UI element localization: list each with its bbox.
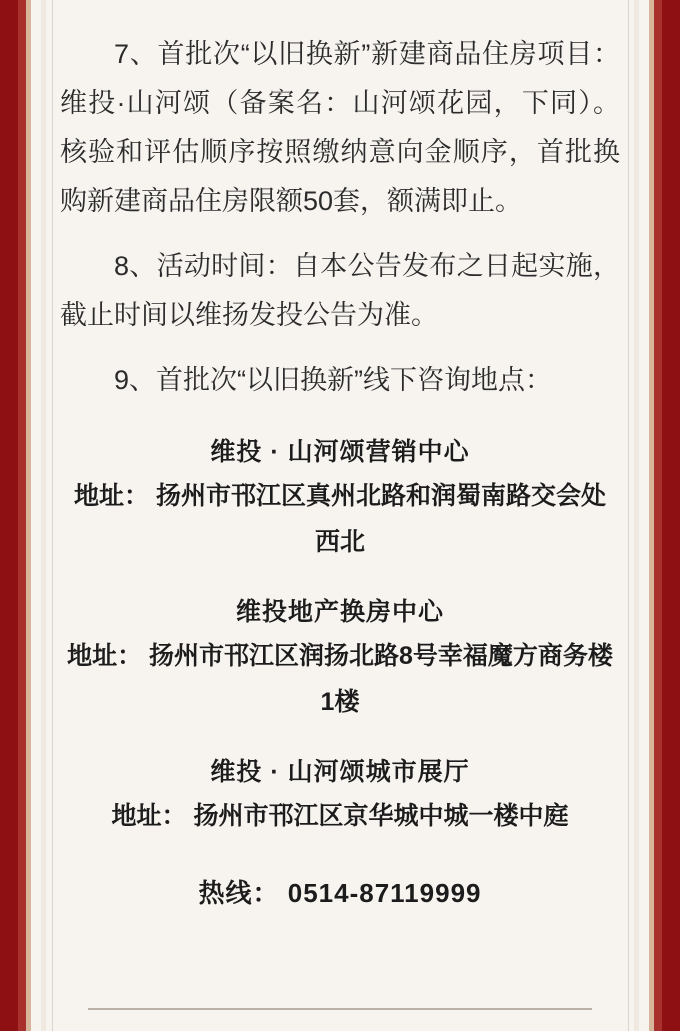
paragraph-item-7: 7、首批次“以旧换新”新建商品住房项目：维投·山河颂（备案名：山河颂花园，下同）。核验和评估顺序按照缴纳意向金顺序，首批换购新建商品住房限额50套，额满即止。 <box>60 39 620 216</box>
location-name: 维投地产换房中心 <box>235 598 444 626</box>
hotline-text: 热线： 0514-87119999 <box>198 878 482 908</box>
location-name: 维投 · 山河颂营销中心 <box>210 438 470 466</box>
location-block-1 <box>60 431 620 565</box>
section-divider <box>88 1008 592 1010</box>
location-block-2 <box>60 591 620 725</box>
location-name: 维投 · 山河颂城市展厅 <box>210 758 470 786</box>
location-address: 地址： 扬州市邗江区真州北路和润蜀南路交会处西北 <box>74 482 606 556</box>
document-content <box>60 0 620 1031</box>
paragraph-item-9: 9、首批次“以旧换新”线下咨询地点： <box>114 365 552 395</box>
location-address: 地址： 扬州市邗江区润扬北路8号幸福魔方商务楼1楼 <box>67 642 613 716</box>
left-column-rule <box>52 0 53 1031</box>
location-block-3 <box>60 751 620 839</box>
location-address: 地址： 扬州市邗江区京华城中城一楼中庭 <box>111 802 569 830</box>
right-column-rule <box>628 0 629 1031</box>
paragraph-item-8: 8、活动时间：自本公告发布之日起实施，截止时间以维扬发投公告为准。 <box>60 251 620 330</box>
